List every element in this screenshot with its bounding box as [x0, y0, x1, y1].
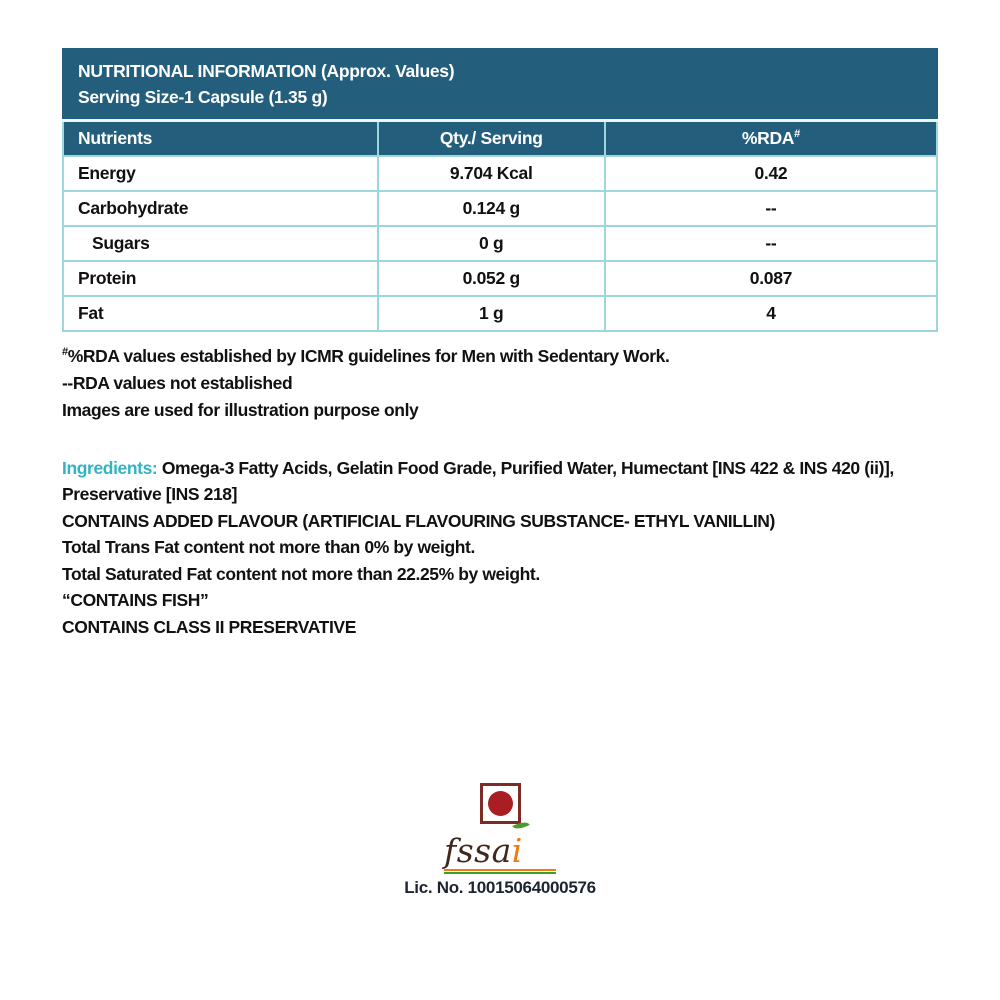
nutrient-qty: 0.124 g	[378, 191, 605, 226]
nutrient-rda: 0.087	[605, 261, 937, 296]
statements-block	[62, 508, 938, 640]
ingredients-block	[62, 455, 938, 507]
nutrient-qty: 0.052 g	[378, 261, 605, 296]
nutrient-qty: 9.704 Kcal	[378, 156, 605, 191]
rda-hash-superscript: #	[794, 128, 800, 141]
fssai-wordmark: fssa	[444, 831, 512, 870]
col-header-qty-serving: Qty./ Serving	[378, 122, 605, 156]
statement-class-ii-preservative: CONTAINS CLASS II PRESERVATIVE	[62, 616, 356, 637]
nutrient-name: Fat	[63, 296, 378, 331]
fssai-logo	[444, 831, 556, 874]
rda-label: %RDA	[741, 128, 795, 148]
non-veg-mark-icon	[480, 783, 521, 824]
ingredients-label: Ingredients:	[62, 458, 158, 478]
nutrient-qty: 1 g	[378, 296, 605, 331]
footer-marks	[0, 783, 1000, 898]
nutrient-rda: --	[605, 226, 937, 261]
nutrient-name: Sugars	[63, 226, 378, 261]
table-row-sugars	[63, 226, 937, 261]
nutrient-qty: 0 g	[378, 226, 605, 261]
nutrient-name: Protein	[63, 261, 378, 296]
col-header-nutrients: Nutrients	[63, 122, 378, 156]
fssai-underline-green	[444, 872, 556, 874]
label-title: NUTRITIONAL INFORMATION (Approx. Values)	[78, 61, 455, 81]
footnote-hash-superscript: #	[62, 346, 68, 359]
label-content	[62, 48, 938, 640]
nutrition-table	[62, 122, 938, 332]
nutrient-rda: 4	[605, 296, 937, 331]
table-row-carbohydrate	[63, 191, 937, 226]
table-row-energy	[63, 156, 937, 191]
statement-saturated-fat: Total Saturated Fat content not more than 22.25% by weight.	[62, 563, 540, 584]
statement-added-flavour: CONTAINS ADDED FLAVOUR (ARTIFICIAL FLAVOURING SUBSTANCE- ETHYL VANILLIN)	[62, 510, 775, 531]
footnotes-block	[62, 343, 938, 424]
nutrient-name: Carbohydrate	[63, 191, 378, 226]
table-row-protein	[63, 261, 937, 296]
nutrient-name: Energy	[63, 156, 378, 191]
ingredients-list: Omega-3 Fatty Acids, Gelatin Food Grade, Purified Water, Humectant [INS 422 & INS 420 (ii)], Preservative [INS 218]	[62, 458, 894, 504]
footnote-rda-not-established: --RDA values not established	[62, 373, 293, 393]
table-row-fat	[63, 296, 937, 331]
fssai-license-number: Lic. No. 10015064000576	[404, 878, 596, 897]
serving-size: Serving Size-1 Capsule (1.35 g)	[78, 87, 328, 107]
nutrient-rda: --	[605, 191, 937, 226]
table-header-row	[63, 122, 937, 156]
statement-contains-fish: “CONTAINS FISH”	[62, 590, 209, 610]
col-header-rda	[605, 122, 937, 156]
footnote-rda-text: %RDA values established by ICMR guidelines for Men with Sedentary Work.	[67, 346, 670, 366]
footnote-illustration: Images are used for illustration purpose only	[62, 400, 419, 420]
table-title-band	[62, 48, 938, 122]
statement-trans-fat: Total Trans Fat content not more than 0% by weight.	[62, 537, 475, 557]
fssai-letter-i: i	[512, 831, 523, 870]
red-dot-icon	[488, 791, 513, 816]
nutrient-rda: 0.42	[605, 156, 937, 191]
footnote-rda-source	[62, 343, 938, 370]
